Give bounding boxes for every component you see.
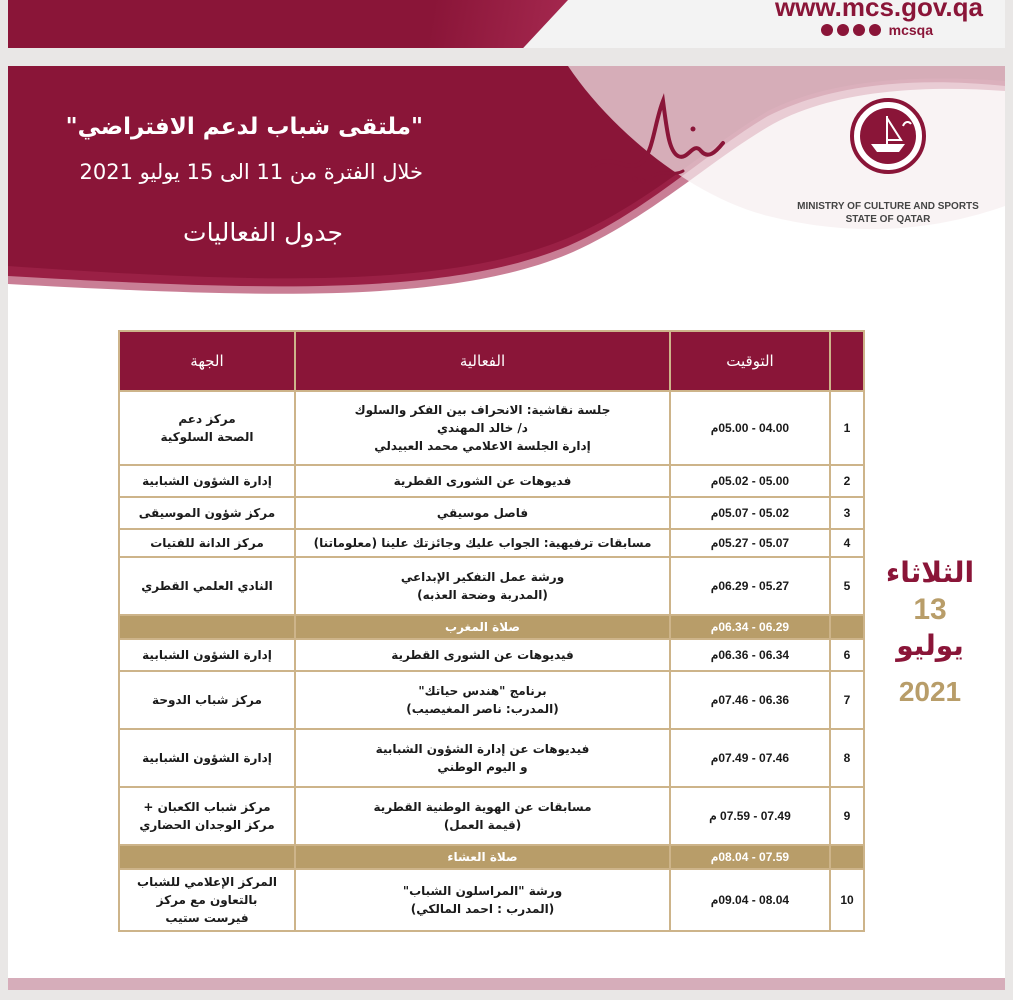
entity-line: المركز الإعلامي للشباب [137, 875, 277, 889]
activity-line: إدارة الجلسة الاعلامي محمد العبيدلي [374, 439, 591, 453]
schedule-table [118, 330, 865, 932]
row-entity [119, 465, 295, 497]
row-number: 6 [830, 639, 864, 671]
row-time: 04.00 - 05.00م [670, 391, 830, 465]
facebook-icon[interactable] [821, 24, 833, 36]
prayer-num-cell [830, 615, 864, 639]
schedule-heading: جدول الفعاليات [183, 218, 343, 247]
prayer-entity-cell [119, 615, 295, 639]
ministry-name-line2: STATE OF QATAR [845, 214, 931, 225]
row-entity [119, 529, 295, 557]
ministry-logo [843, 86, 933, 196]
row-number: 8 [830, 729, 864, 787]
row-time: 05.02 - 05.07م [670, 497, 830, 529]
activity-line: د/ خالد المهندي [437, 421, 528, 435]
activity-line: مسابقات ترفيهية: الجواب عليك وجائزتك علينا (معلوماتنا) [313, 536, 652, 550]
table-row [119, 391, 864, 465]
row-entity [119, 671, 295, 729]
row-time: 07.46 - 07.49م [670, 729, 830, 787]
entity-line: مركز شباب الكعبان + [143, 800, 271, 814]
ministry-name [778, 200, 998, 226]
row-number: 3 [830, 497, 864, 529]
event-period: خلال الفترة من 11 الى 15 يوليو 2021 [79, 160, 423, 184]
date-year: 2021 [898, 676, 962, 707]
row-entity [119, 497, 295, 529]
row-activity [295, 671, 670, 729]
activity-line: فاصل موسيقي [436, 506, 529, 520]
row-time: 05.27 - 06.29م [670, 557, 830, 615]
entity-line: مركز شؤون الموسيقى [138, 506, 276, 520]
header-time: التوقيت [670, 331, 830, 391]
row-number: 2 [830, 465, 864, 497]
row-entity [119, 639, 295, 671]
entity-line: النادي العلمي القطري [141, 579, 273, 593]
activity-line: جلسة نقاشية: الانحراف بين الفكر والسلوك [354, 403, 611, 417]
table-row [119, 729, 864, 787]
row-activity [295, 557, 670, 615]
entity-line: مركز دعم [178, 412, 236, 426]
youtube-icon[interactable] [869, 24, 881, 36]
date-day: الثلاثاء [885, 556, 975, 589]
row-activity [295, 729, 670, 787]
entity-line: إدارة الشؤون الشبابية [142, 474, 272, 488]
schedule-table-wrapper [118, 330, 863, 932]
row-number: 9 [830, 787, 864, 845]
activity-line: (المدربة وضحة العذبه) [417, 588, 548, 602]
twitter-icon[interactable] [853, 24, 865, 36]
row-activity [295, 497, 670, 529]
prayer-label: صلاة العشاء [295, 845, 670, 869]
activity-line: فيديوهات عن الشورى القطرية [391, 648, 574, 662]
entity-line: إدارة الشؤون الشبابية [142, 648, 272, 662]
event-title: "ملتقى شباب لدعم الافتراضي" [65, 114, 423, 140]
activity-line: ورشة عمل التفكير الإبداعي [400, 570, 565, 584]
row-number: 10 [830, 869, 864, 931]
row-time: 08.04 - 09.04م [670, 869, 830, 931]
header-entity: الجهة [119, 331, 295, 391]
activity-line: برنامج "هندس حياتك" [418, 684, 547, 698]
prayer-row [119, 615, 864, 639]
activity-line: ورشة "المراسلون الشباب" [402, 884, 563, 898]
entity-line: مركز الوجدان الحضاري [139, 818, 275, 832]
event-date [870, 556, 990, 708]
date-month: يوليو [896, 629, 964, 662]
prayer-num-cell [830, 845, 864, 869]
table-body [119, 391, 864, 931]
ministry-name-line1: MINISTRY OF CULTURE AND SPORTS [797, 201, 979, 212]
prayer-entity-cell [119, 845, 295, 869]
row-activity [295, 391, 670, 465]
table-row [119, 529, 864, 557]
calligraphy-logo [583, 81, 733, 191]
entity-line: مركز الدانة للفتيات [150, 536, 264, 550]
social-links [821, 22, 933, 38]
activity-line: (المدرب: ناصر المغيصيب) [406, 702, 559, 716]
table-header-row [119, 331, 864, 391]
activity-line: و اليوم الوطني [437, 760, 528, 774]
prayer-row [119, 845, 864, 869]
prayer-time: 07.59 - 08.04م [670, 845, 830, 869]
row-number: 1 [830, 391, 864, 465]
row-time: 05.07 - 05.27م [670, 529, 830, 557]
row-activity [295, 465, 670, 497]
prayer-label: صلاة المغرب [295, 615, 670, 639]
table-row [119, 869, 864, 931]
row-entity [119, 557, 295, 615]
entity-line: بالتعاون مع مركز [156, 893, 258, 907]
social-handle: mcsqa [888, 22, 933, 38]
activity-line: (المدرب : احمد المالكي) [410, 902, 555, 916]
activity-line: فديوهات عن الشورى القطرية [393, 474, 572, 488]
activity-line: فيديوهات عن إدارة الشؤون الشبابية [375, 742, 590, 756]
row-entity [119, 787, 295, 845]
entity-line: مركز شباب الدوحة [152, 693, 262, 707]
row-activity [295, 869, 670, 931]
table-row [119, 497, 864, 529]
bottom-strip [8, 978, 1005, 990]
poster-card [8, 66, 1005, 990]
entity-line: فيرست ستيب [165, 911, 249, 925]
header-activity: الفعالية [295, 331, 670, 391]
table-row [119, 639, 864, 671]
entity-line: إدارة الشؤون الشبابية [142, 751, 272, 765]
table-row [119, 671, 864, 729]
top-banner [8, 0, 1005, 48]
row-time: 06.36 - 07.46م [670, 671, 830, 729]
date-number: 13 [913, 593, 947, 626]
header-num [830, 331, 864, 391]
row-time: 06.34 - 06.36م [670, 639, 830, 671]
top-banner-pattern [8, 0, 568, 48]
activity-line: (قيمة العمل) [443, 818, 522, 832]
row-entity [119, 729, 295, 787]
row-time: 05.00 - 05.02م [670, 465, 830, 497]
row-activity [295, 529, 670, 557]
row-activity [295, 787, 670, 845]
row-entity [119, 869, 295, 931]
table-row [119, 557, 864, 615]
row-time: 07.49 - 07.59 م [670, 787, 830, 845]
website-url[interactable]: www.mcs.gov.qa [774, 0, 983, 22]
activity-line: مسابقات عن الهوية الوطنية القطرية [373, 800, 592, 814]
table-row [119, 465, 864, 497]
instagram-icon[interactable] [837, 24, 849, 36]
row-entity [119, 391, 295, 465]
row-number: 5 [830, 557, 864, 615]
row-activity [295, 639, 670, 671]
row-number: 4 [830, 529, 864, 557]
row-number: 7 [830, 671, 864, 729]
table-row [119, 787, 864, 845]
prayer-time: 06.29 - 06.34م [670, 615, 830, 639]
entity-line: الصحة السلوكية [160, 430, 254, 444]
